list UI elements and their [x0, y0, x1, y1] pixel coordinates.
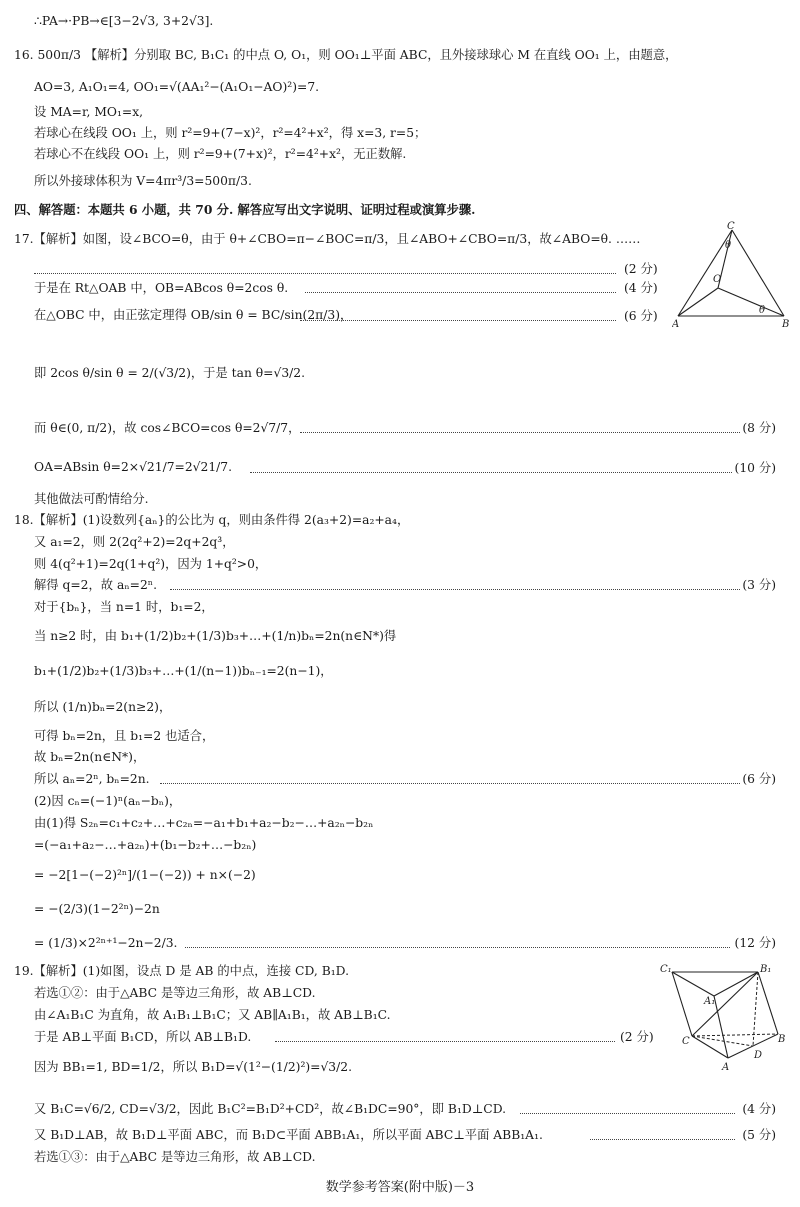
line-32: = −(2/3)(1−2²ⁿ)−2n	[34, 902, 160, 916]
score: (3 分)	[742, 578, 776, 592]
line-12: 在△OBC 中，由正弦定理得 OB/sin θ = BC/sin(2π/3)，	[34, 308, 353, 322]
label-theta-top: θ	[725, 240, 732, 251]
edge-a1-a	[714, 996, 728, 1058]
leader-dots	[185, 947, 730, 948]
line-1: ∴PA→·PB→∈[3−2√3, 3+2√3].	[34, 14, 214, 28]
line-24: 所以 (1/n)bₙ=2(n≥2)，	[34, 700, 172, 714]
line-26: 故 bₙ=2n(n∈N*)，	[34, 750, 146, 764]
line-20: 解得 q=2，故 aₙ=2ⁿ.	[34, 578, 158, 592]
edge-a1-b1	[714, 972, 758, 996]
leader-dots	[300, 432, 740, 433]
leader-dots	[590, 1139, 735, 1140]
leader-dots	[520, 1113, 735, 1114]
label-theta-b: θ	[759, 305, 766, 316]
label-c: C	[727, 221, 735, 232]
line-28: (2)因 cₙ=(−1)ⁿ(aₙ−bₙ)，	[34, 794, 182, 808]
label-c: C	[682, 1036, 690, 1047]
leader-dots	[34, 273, 616, 274]
leader-dots	[275, 1041, 615, 1042]
score: (5 分)	[742, 1128, 776, 1142]
line-31: = −2[1−(−2)²ⁿ]/(1−(−2)) + n×(−2)	[34, 868, 256, 882]
line-33: = (1/3)×2²ⁿ⁺¹−2n−2/3.	[34, 936, 178, 950]
edge-ca	[678, 230, 732, 316]
line-25: 可得 bₙ=2n，且 b₁=2 也适合，	[34, 729, 215, 743]
seg-ao	[678, 288, 718, 316]
edge-b1-c	[692, 972, 758, 1036]
leader-dots	[170, 589, 740, 590]
leader-dots	[160, 783, 740, 784]
score: (8 分)	[742, 421, 776, 435]
label-d: D	[754, 1050, 763, 1061]
line-13: 即 2cos θ/sin θ = 2/(√3/2)，于是 tan θ=√3/2.	[34, 366, 306, 380]
line-40: 又 B₁D⊥AB，故 B₁D⊥平面 ABC，而 B₁D⊂平面 ABB₁A₁，所以平面 ABC⊥平面 ABB₁A₁.	[34, 1128, 543, 1142]
triangle-figure	[672, 220, 792, 330]
line-36: 由∠A₁B₁C 为直角，故 A₁B₁⊥B₁C；又 AB∥A₁B₁，故 AB⊥B₁C.	[34, 1008, 391, 1022]
line-7: 所以外接球体积为 V=4πr³/3=500π/3.	[34, 174, 252, 188]
line-15: OA=ABsin θ=2×√21/7=2√21/7.	[34, 460, 233, 474]
label-c1: C₁	[660, 964, 672, 975]
label-a: A	[722, 1062, 730, 1072]
line-22: 当 n≥2 时，由 b₁+(1/2)b₂+(1/3)b₃+…+(1/n)bₙ=2n(n∈N*)得	[34, 629, 397, 643]
label-b: B	[782, 319, 790, 330]
line-3: AO=3, A₁O₁=4, OO₁=√(AA₁²−(A₁O₁−AO)²)=7.	[34, 80, 320, 94]
line-38: 因为 BB₁=1, BD=1/2，所以 B₁D=√(1²−(1/2)²)=√3/2.	[34, 1060, 353, 1074]
edge-c-a	[692, 1036, 728, 1058]
line-29: 由(1)得 S₂ₙ=c₁+c₂+…+c₂ₙ=−a₁+b₁+a₂−b₂−…+a₂ₙ−b₂ₙ	[34, 816, 374, 830]
edge-cb	[732, 230, 784, 316]
seg-ob	[718, 288, 784, 316]
line-21: 对于{bₙ}，当 n=1 时，b₁=2，	[34, 600, 214, 614]
line-4: 设 MA=r, MO₁=x,	[34, 105, 144, 119]
line-30: =(−a₁+a₂−…+a₂ₙ)+(b₁−b₂+…−b₂ₙ)	[34, 838, 257, 852]
prism-figure	[660, 962, 790, 1072]
line-9: 17.【解析】如图，设∠BCO=θ，由于 θ+∠CBO=π−∠BOC=π/3，且∠ABO+∠CBO=π/3，故∠ABO=θ. ……	[14, 232, 641, 246]
line-39: 又 B₁C=√6/2, CD=√3/2，因此 B₁C²=B₁D²+CD²，故∠B₁DC=90°，即 B₁D⊥CD.	[34, 1102, 507, 1116]
line-35: 若选①②：由于△ABC 是等边三角形，故 AB⊥CD.	[34, 986, 316, 1000]
line-14: 而 θ∈(0, π/2)，故 cos∠BCO=cos θ=2√7/7，	[34, 421, 301, 435]
line-17: 18.【解析】(1)设数列{aₙ}的公比为 q，则由条件得 2(a₃+2)=a₂+a₄，	[14, 513, 410, 527]
line-19: 则 4(q²+1)=2q(1+q²)，因为 1+q²>0，	[34, 557, 268, 571]
score: (10 分)	[734, 461, 776, 475]
score: (12 分)	[734, 936, 776, 950]
line-37: 于是 AB⊥平面 B₁CD，所以 AB⊥B₁D.	[34, 1030, 252, 1044]
line-41: 若选①③：由于△ABC 是等边三角形，故 AB⊥CD.	[34, 1150, 316, 1164]
score: (6 分)	[624, 309, 658, 323]
score: (2 分)	[620, 1030, 654, 1044]
label-b1: B₁	[760, 964, 772, 975]
label-a: A	[672, 319, 680, 330]
edge-c-b	[692, 1034, 778, 1036]
label-a1: A₁	[704, 996, 716, 1007]
section-heading: 四、解答题：本题共 6 小题，共 70 分. 解答应写出文字说明、证明过程或演算步骤.	[14, 202, 476, 217]
label-o: O	[713, 274, 722, 285]
edge-b1-b	[758, 972, 778, 1034]
leader-dots	[250, 472, 732, 473]
line-5: 若球心在线段 OO₁ 上，则 r²=9+(7−x)²，r²=4²+x²，得 x=3, r=5；	[34, 126, 427, 140]
line-16: 其他做法可酌情给分.	[34, 492, 149, 506]
line-23: b₁+(1/2)b₂+(1/3)b₃+…+(1/(n−1))bₙ₋₁=2(n−1)，	[34, 664, 333, 678]
score: (2 分)	[624, 262, 658, 276]
line-6: 若球心不在线段 OO₁ 上，则 r²=9+(7+x)²，r²=4²+x²，无正数解.	[34, 147, 407, 161]
line-34: 19.【解析】(1)如图，设点 D 是 AB 的中点，连接 CD, B₁D.	[14, 964, 349, 978]
score: (6 分)	[742, 772, 776, 786]
score: (4 分)	[742, 1102, 776, 1116]
leader-dots	[305, 292, 616, 293]
line-27: 所以 aₙ=2ⁿ, bₙ=2n.	[34, 772, 150, 786]
line-18: 又 a₁=2，则 2(2q²+2)=2q+2q³，	[34, 535, 235, 549]
page-footer: 数学参考答案(附中版)－3	[325, 1180, 475, 1195]
leader-dots	[300, 320, 616, 321]
line-2: 16. 500π/3 【解析】分别取 BC, B₁C₁ 的中点 O, O₁，则 OO₁⊥平面 ABC，且外接球球心 M 在直线 OO₁ 上，由题意，	[14, 48, 678, 62]
score: (4 分)	[624, 281, 658, 295]
label-b: B	[778, 1034, 786, 1045]
line-11: 于是在 Rt△OAB 中，OB=ABcos θ=2cos θ.	[34, 281, 289, 295]
